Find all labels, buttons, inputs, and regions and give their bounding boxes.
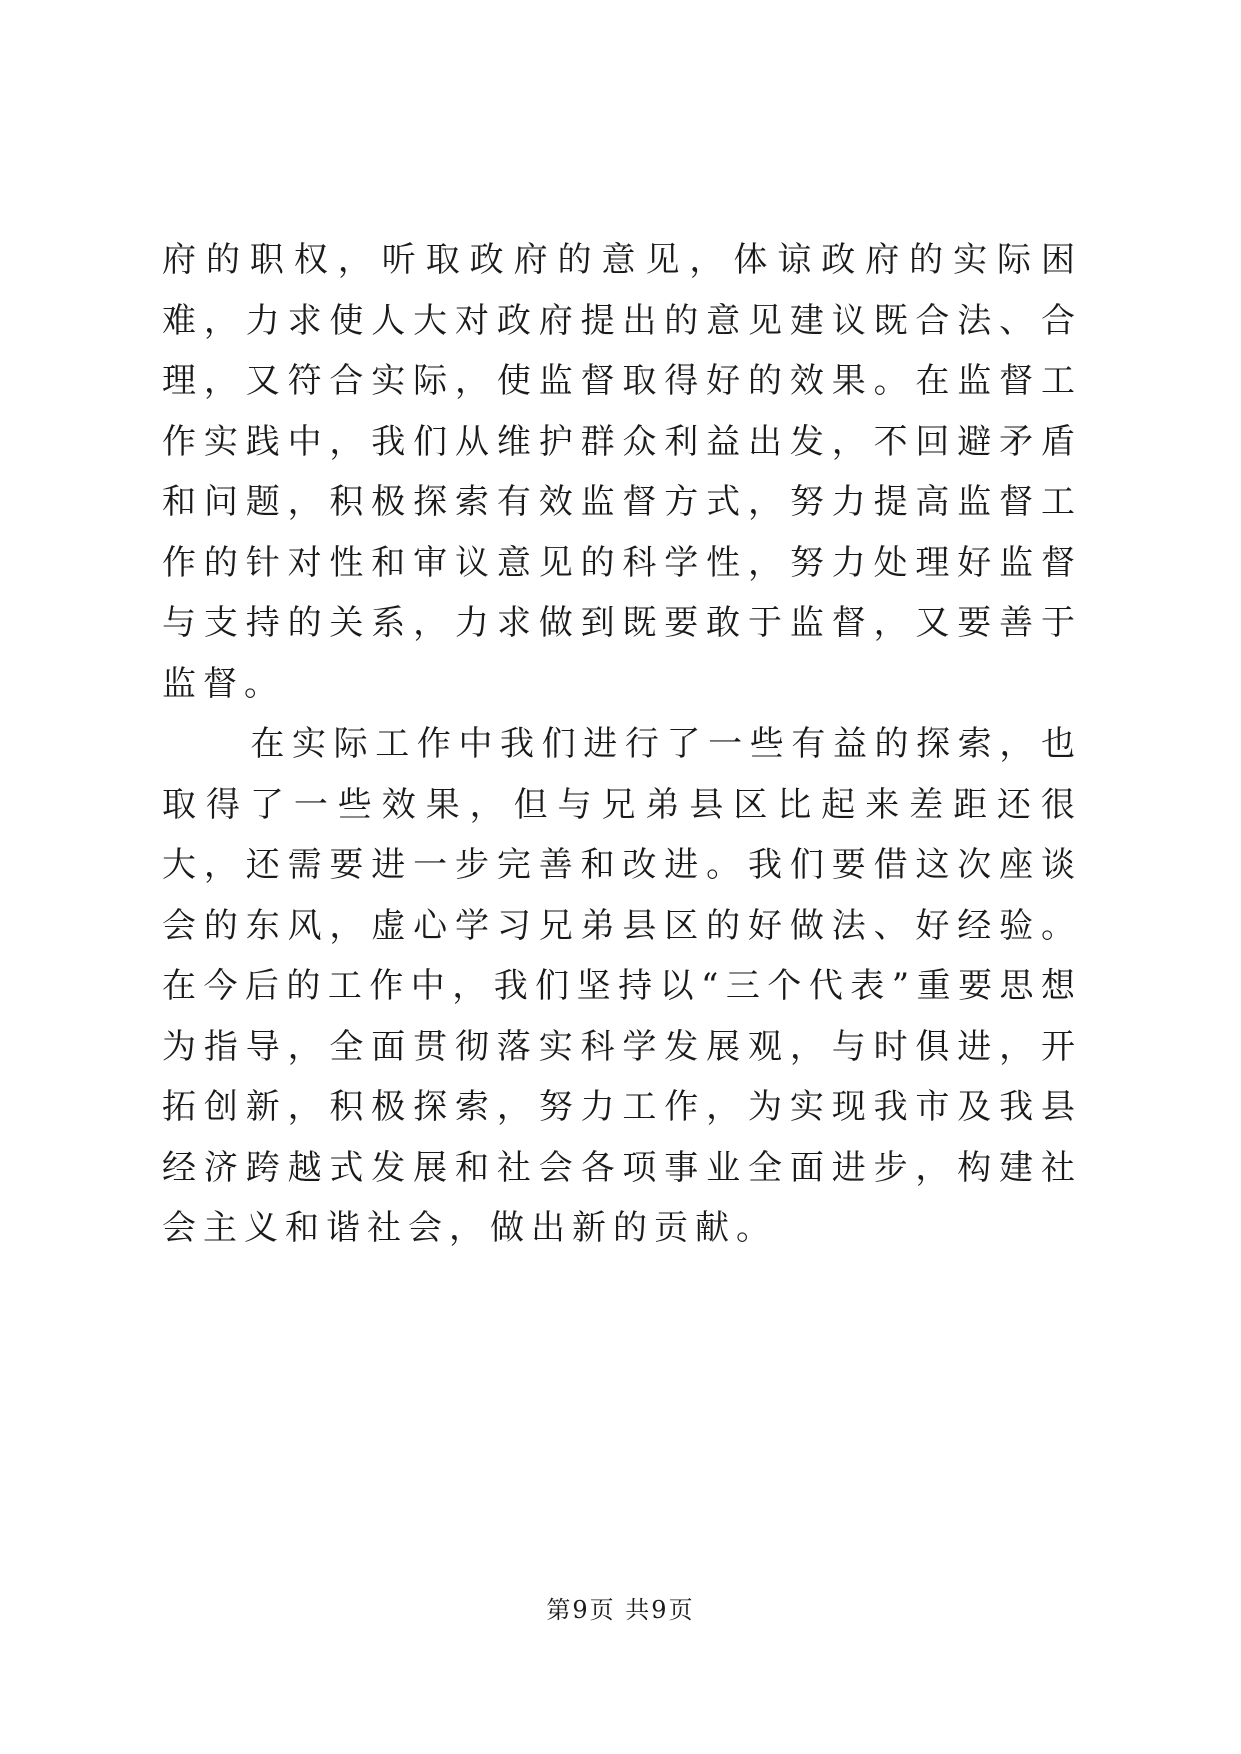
document-body [162,230,1082,1259]
page-number-footer: 第9页 共9页 [546,1596,695,1624]
paragraph-1: 府的职权，听取政府的意见，体谅政府的实际困难，力求使人大对政府提出的意见建议既合法、合理，又符合实际，使监督取得好的效果。在监督工作实践中，我们从维护群众利益出发，不回避矛盾和问题，积极探索有效监督方式，努力提高监督工作的针对性和审议意见的科学性，努力处理好监督与支持的关系，力求做到既要敢于监督，又要善于监督。 [162,240,1082,704]
paragraph-2: 在实际工作中我们进行了一些有益的探索，也取得了一些效果，但与兄弟县区比起来差距还很大，还需要进一步完善和改进。我们要借这次座谈会的东风，虚心学习兄弟县区的好做法、好经验。在今后的工作中，我们坚持以“三个代表”重要思想为指导，全面贯彻落实科学发展观，与时俱进，开拓创新，积极探索，努力工作，为实现我市及我县经济跨越式发展和社会各项事业全面进步，构建社会主义和谐社会，做出新的贡献。 [162,724,1082,1248]
